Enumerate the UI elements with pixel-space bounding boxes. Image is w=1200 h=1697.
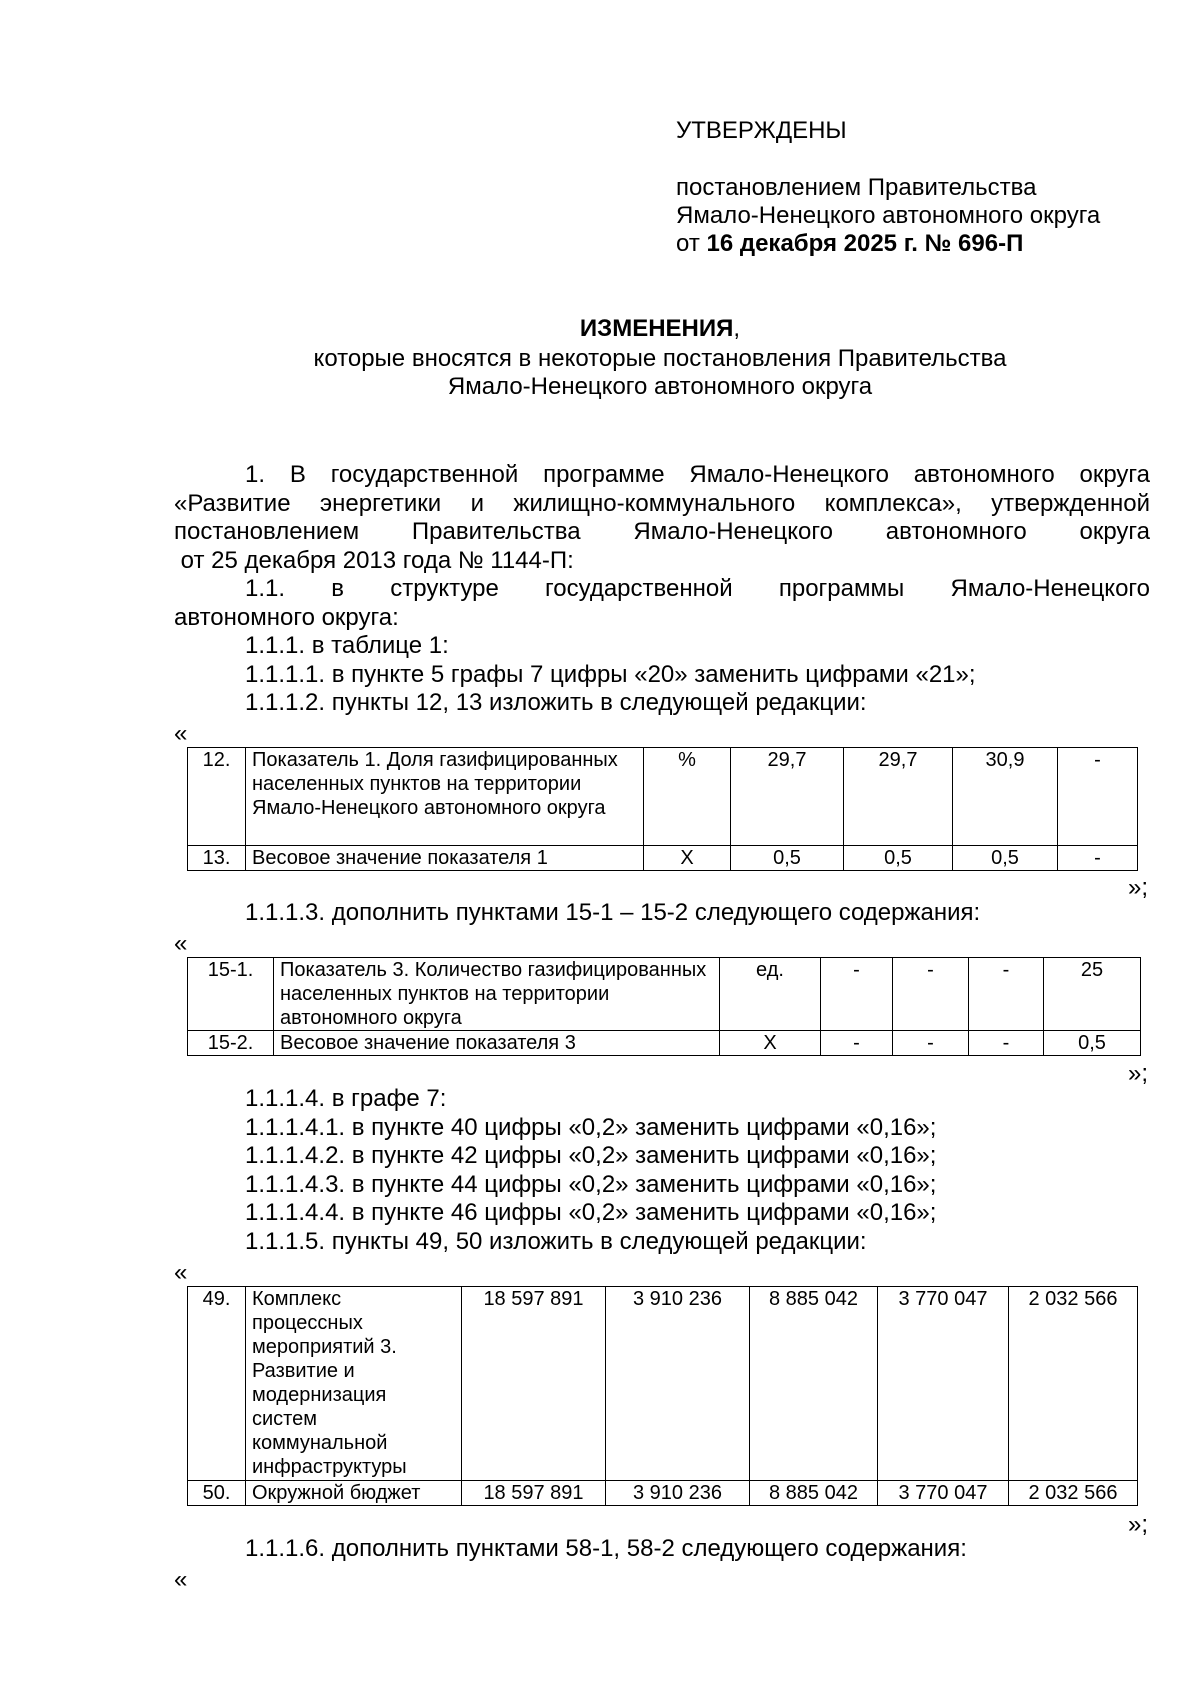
cell: Окружной бюджет (246, 1481, 462, 1506)
cell: 15-2. (188, 1031, 274, 1056)
cell: - (821, 958, 893, 1031)
heading-line2: Ямало-Ненецкого автономного округа (447, 373, 873, 400)
heading-bold: ИЗМЕНЕНИЯ (579, 315, 734, 342)
cell: 0,5 (844, 846, 953, 871)
para-5: 1.1.1.2. пункты 12, 13 изложить в следующей редакции: (245, 689, 867, 716)
cell: 18 597 891 (462, 1481, 606, 1506)
para-3: 1.1.1. в таблице 1: (245, 632, 449, 659)
para-1-line: от 25 декабря 2013 года № 1144-П: (174, 547, 574, 574)
open-quote: « (174, 1259, 188, 1286)
para-7: 1.1.1.4. в графе 7: (245, 1085, 447, 1112)
cell: - (893, 958, 969, 1031)
cell: 30,9 (953, 748, 1058, 846)
para-1-line: 1. В государственной программе Ямало-Ненецкого автономного округа (245, 461, 1150, 488)
cell: - (893, 1031, 969, 1056)
cell: Весовое значение показателя 1 (246, 846, 644, 871)
open-quote: « (174, 720, 188, 747)
cell: 25 (1044, 958, 1141, 1031)
para-9: 1.1.1.4.2. в пункте 42 цифры «0,2» заменить цифрами «0,16»; (245, 1142, 937, 1169)
cell: 3 770 047 (878, 1481, 1009, 1506)
cell: 2 032 566 (1009, 1481, 1138, 1506)
para-8: 1.1.1.4.1. в пункте 40 цифры «0,2» заменить цифрами «0,16»; (245, 1114, 937, 1141)
cell: 2 032 566 (1009, 1287, 1138, 1481)
cell: Показатель 1. Доля газифицированных населенных пунктов на территории Ямало-Ненецкого автономного округа (246, 748, 644, 846)
table-indicators-15 (187, 957, 1141, 1056)
cell: 29,7 (844, 748, 953, 846)
cell: 50. (188, 1481, 246, 1506)
close-quote: »; (1128, 1511, 1149, 1538)
para-11: 1.1.1.4.4. в пункте 46 цифры «0,2» заменить цифрами «0,16»; (245, 1199, 937, 1226)
table-row (188, 846, 1138, 871)
para-6: 1.1.1.3. дополнить пунктами 15-1 – 15-2 следующего содержания: (245, 899, 981, 926)
cell: Комплекс процессных мероприятий 3. Развитие и модернизация систем коммунальной инфраструктуры (246, 1287, 462, 1481)
cell: % (644, 748, 731, 846)
table-row (188, 748, 1138, 846)
table-financing-49-50 (187, 1286, 1138, 1506)
cell: 29,7 (731, 748, 844, 846)
table-row (188, 1287, 1138, 1481)
para-2-line: автономного округа: (174, 604, 399, 631)
para-4: 1.1.1.1. в пункте 5 графы 7 цифры «20» заменить цифрами «21»; (245, 661, 976, 688)
open-quote: « (174, 930, 188, 957)
cell: 3 910 236 (606, 1481, 750, 1506)
cell: Весовое значение показателя 3 (274, 1031, 720, 1056)
cell: 8 885 042 (750, 1287, 878, 1481)
date-value: 16 декабря 2025 г. № 696-П (706, 230, 1024, 257)
heading-comma: , (733, 315, 741, 342)
table-row (188, 1031, 1141, 1056)
cell: - (969, 1031, 1044, 1056)
cell: 12. (188, 748, 246, 846)
para-12: 1.1.1.5. пункты 49, 50 изложить в следующей редакции: (245, 1228, 867, 1255)
cell: Показатель 3. Количество газифицированных населенных пунктов на территории автономного округа (274, 958, 720, 1031)
para-13: 1.1.1.6. дополнить пунктами 58-1, 58-2 следующего содержания: (245, 1535, 967, 1562)
cell: 15-1. (188, 958, 274, 1031)
table-row (188, 1481, 1138, 1506)
heading-title (0, 315, 1200, 343)
close-quote: »; (1128, 874, 1149, 901)
para-2-line: 1.1. в структуре государственной программы Ямало-Ненецкого (245, 575, 1150, 602)
close-quote: »; (1128, 1060, 1149, 1087)
cell: X (720, 1031, 821, 1056)
table-row (188, 958, 1141, 1031)
cell: 0,5 (1044, 1031, 1141, 1056)
cell: 3 910 236 (606, 1287, 750, 1481)
approval-line1: постановлением Правительства (676, 174, 1037, 201)
cell: - (969, 958, 1044, 1031)
date-prefix: от (676, 230, 707, 257)
para-1-line: «Развитие энергетики и жилищно-коммунального комплекса», утвержденной (174, 490, 1150, 517)
cell: - (821, 1031, 893, 1056)
para-1-line: постановлением Правительства Ямало-Ненецкого автономного округа (174, 518, 1150, 545)
table-indicators-12-13 (187, 747, 1138, 871)
cell: 18 597 891 (462, 1287, 606, 1481)
cell: - (1058, 748, 1138, 846)
approval-title: УТВЕРЖДЕНЫ (676, 117, 847, 144)
cell: ед. (720, 958, 821, 1031)
para-10: 1.1.1.4.3. в пункте 44 цифры «0,2» заменить цифрами «0,16»; (245, 1171, 937, 1198)
cell: - (1058, 846, 1138, 871)
cell: 49. (188, 1287, 246, 1481)
cell: X (644, 846, 731, 871)
cell: 0,5 (953, 846, 1058, 871)
open-quote: « (174, 1566, 188, 1593)
cell: 0,5 (731, 846, 844, 871)
cell: 3 770 047 (878, 1287, 1009, 1481)
cell: 8 885 042 (750, 1481, 878, 1506)
approval-date (676, 230, 1023, 258)
heading-line1: которые вносятся в некоторые постановления Правительства (313, 345, 1007, 372)
cell: 13. (188, 846, 246, 871)
approval-line2: Ямало-Ненецкого автономного округа (676, 202, 1101, 229)
